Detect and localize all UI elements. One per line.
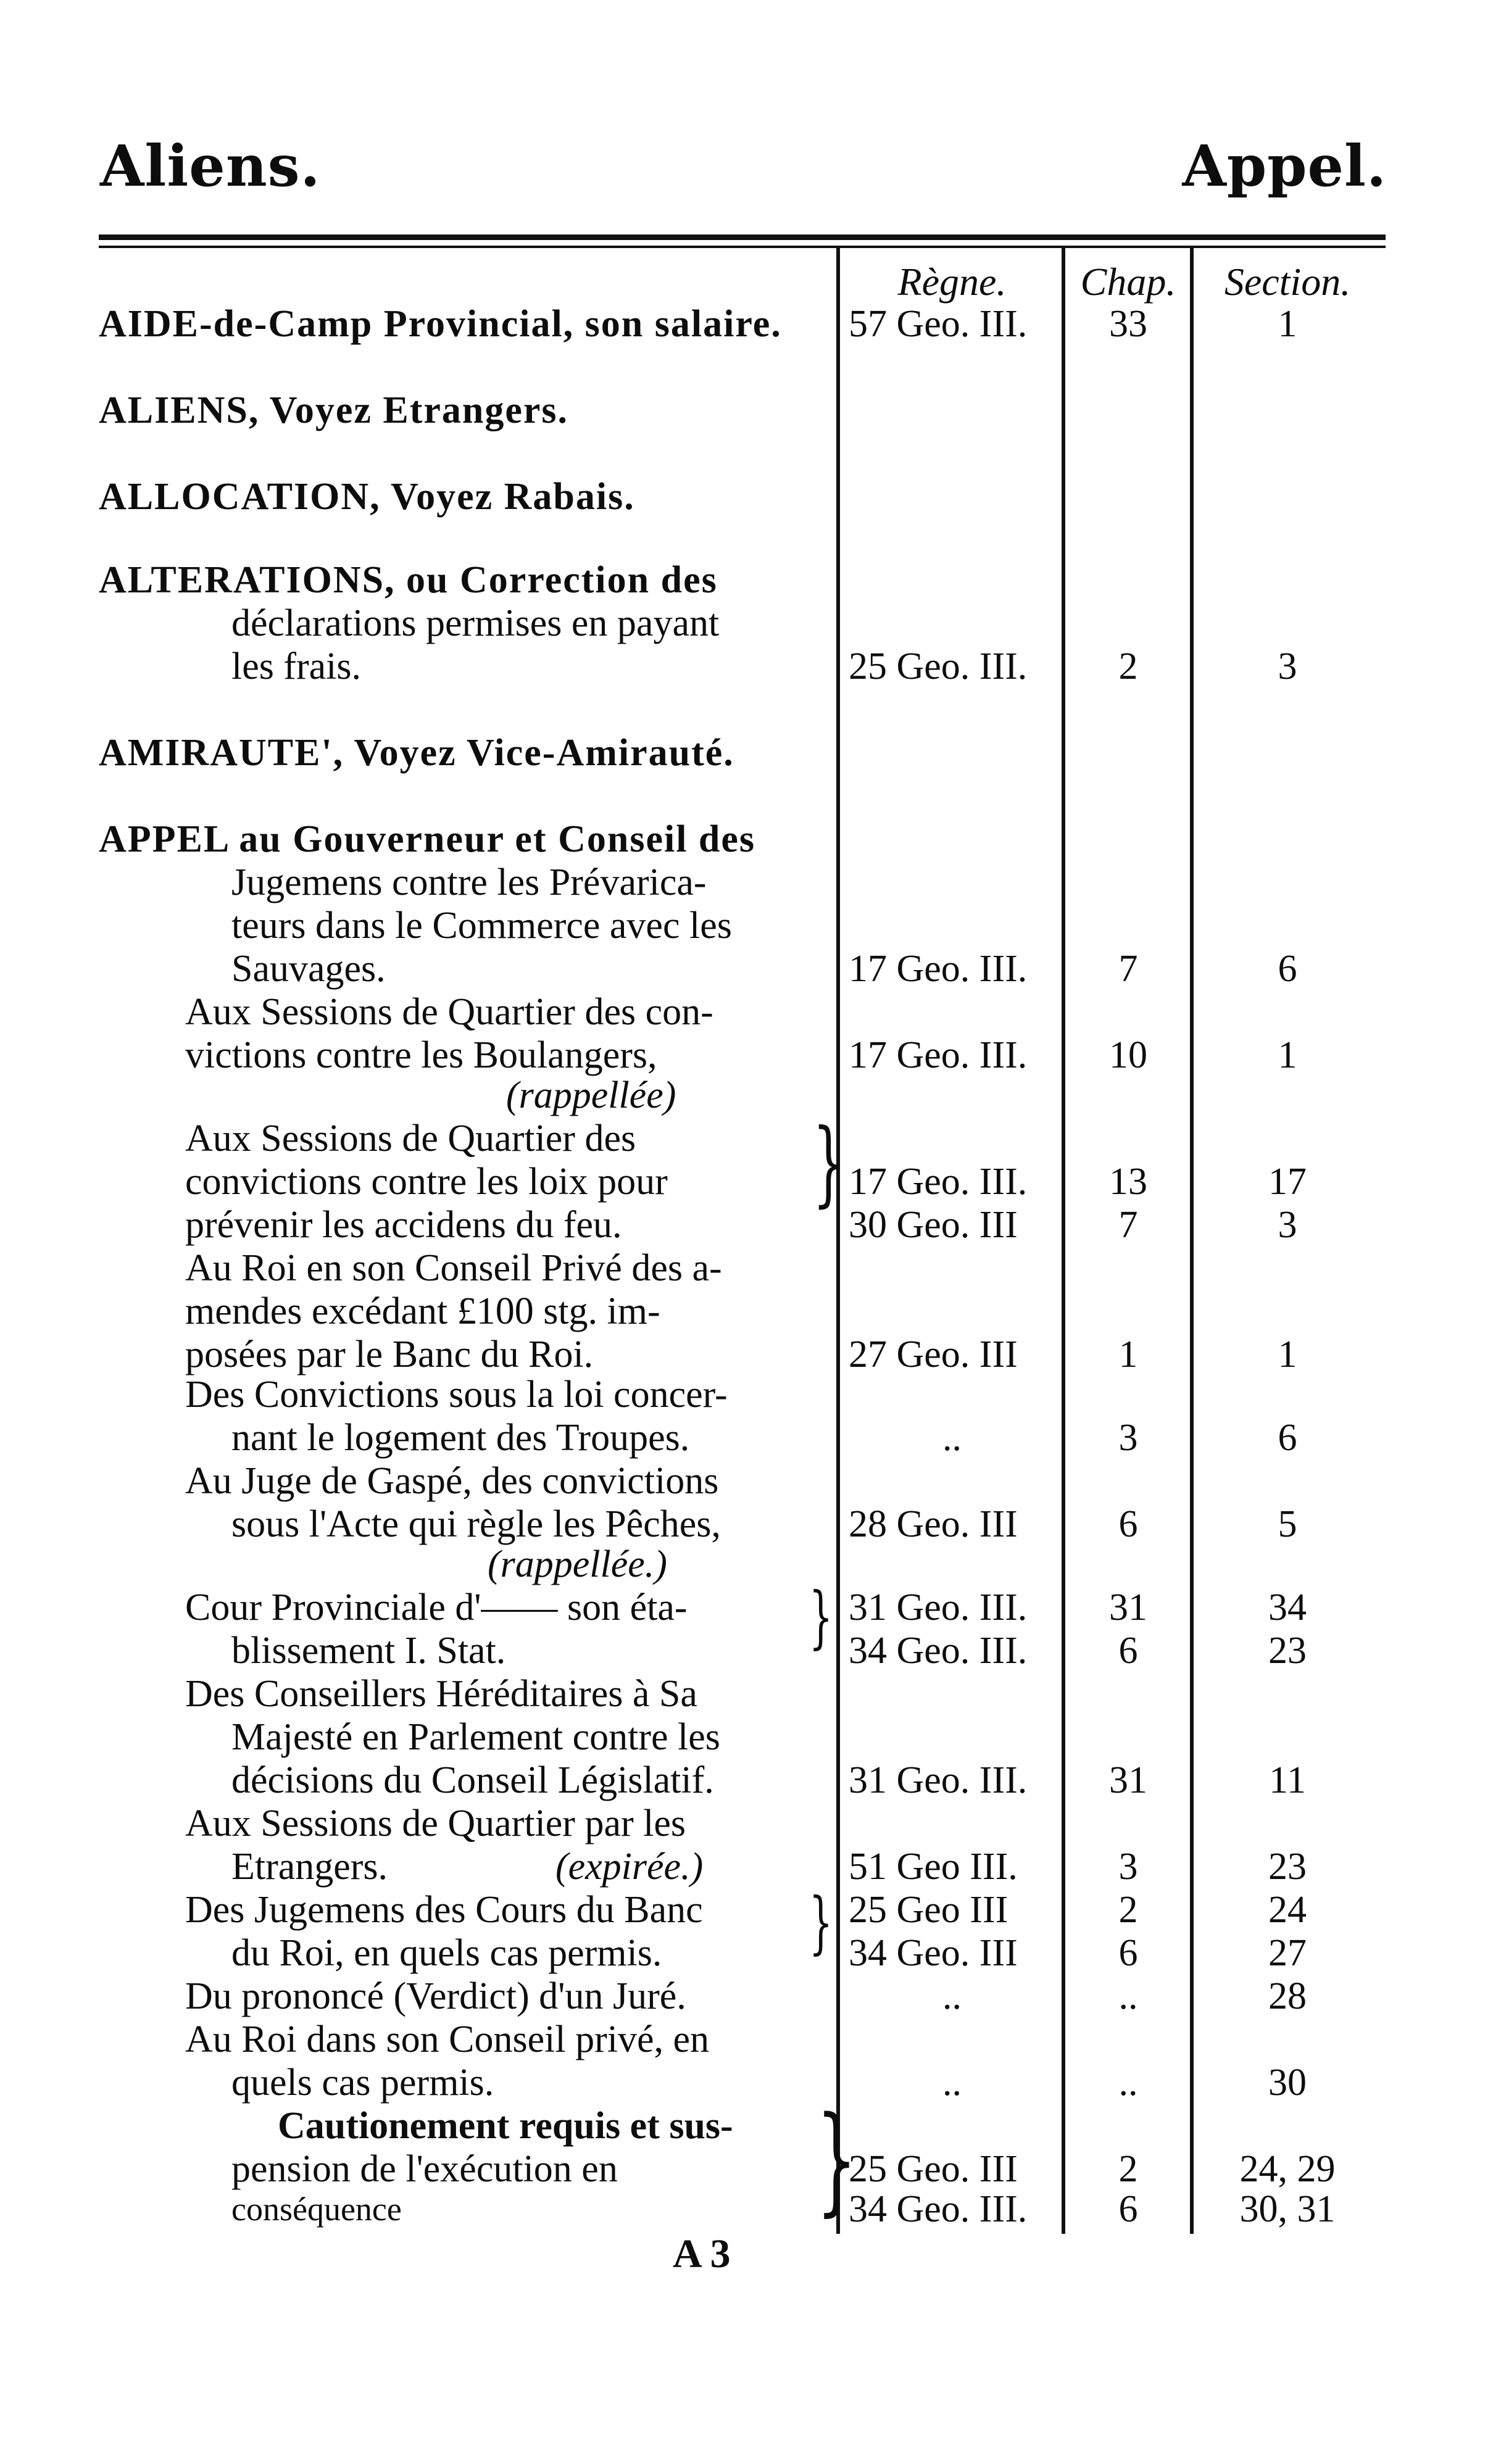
entry-text: Etrangers. xyxy=(231,1846,388,1888)
entry-text: Cautionement requis et sus- xyxy=(278,2105,733,2147)
index-line xyxy=(0,861,1501,904)
section-cell: 27 xyxy=(1268,1932,1307,1974)
chap-cell: 10 xyxy=(1109,1034,1147,1076)
regne-cell: 25 Geo III xyxy=(849,1889,1008,1931)
entry-text: blissement I. Stat. xyxy=(231,1630,506,1672)
entry-note: (expirée.) xyxy=(555,1846,704,1888)
regne-cell: 34 Geo. III. xyxy=(849,2188,1028,2230)
chap-cell: .. xyxy=(1118,1975,1138,2017)
chap-cell: 3 xyxy=(1118,1846,1138,1888)
chap-cell: 31 xyxy=(1109,1587,1147,1628)
section-cell: 3 xyxy=(1278,1204,1297,1246)
index-line xyxy=(0,1203,1501,1247)
chap-cell: .. xyxy=(1118,2062,1138,2104)
section-cell: 24 xyxy=(1268,1889,1307,1931)
chap-cell: 2 xyxy=(1118,645,1138,687)
entry-text: pension de l'exécution en xyxy=(231,2148,618,2190)
column-header-chap: Chap. xyxy=(1080,260,1176,304)
index-line xyxy=(0,1715,1501,1759)
entry-text: mendes excédant £100 stg. im- xyxy=(185,1290,660,1332)
index-line xyxy=(0,1759,1501,1802)
entry-text: convictions contre les loix pour xyxy=(185,1161,668,1203)
entry-text: posées par le Banc du Roi. xyxy=(185,1334,594,1375)
index-line xyxy=(0,1672,1501,1715)
chap-cell: 7 xyxy=(1118,948,1138,990)
index-line xyxy=(0,1290,1501,1333)
entry-text: Au Roi dans son Conseil privé, en xyxy=(185,2018,709,2060)
running-head-left: Aliens. xyxy=(100,133,321,199)
entry-text: APPEL au Gouverneur et Conseil des xyxy=(99,818,756,860)
index-line xyxy=(0,1416,1501,1459)
regne-cell: 17 Geo. III. xyxy=(849,1161,1028,1203)
index-line xyxy=(0,1975,1501,2018)
index-line xyxy=(0,1586,1501,1629)
entry-text: déclarations permises en payant xyxy=(231,602,720,644)
index-line xyxy=(0,2147,1501,2191)
regne-cell: 17 Geo. III. xyxy=(849,948,1028,990)
index-line xyxy=(0,1074,1501,1117)
entry-text: victions contre les Boulangers, xyxy=(185,1034,657,1076)
section-cell: 28 xyxy=(1268,1975,1307,2017)
regne-cell: 25 Geo. III xyxy=(849,2148,1018,2190)
regne-cell: 31 Geo. III. xyxy=(849,1759,1028,1801)
column-header-regne: Règne. xyxy=(897,260,1007,304)
index-line xyxy=(0,1160,1501,1203)
index-line xyxy=(0,1117,1501,1160)
entry-text: ALIENS, Voyez Etrangers. xyxy=(99,389,569,431)
regne-cell: .. xyxy=(942,1417,962,1459)
index-line xyxy=(0,1459,1501,1503)
brace-ornament: } xyxy=(812,1110,845,1217)
section-cell: 5 xyxy=(1278,1503,1297,1545)
section-cell: 6 xyxy=(1278,948,1297,990)
index-line xyxy=(0,645,1501,688)
header-rule xyxy=(99,234,1386,240)
chap-cell: 2 xyxy=(1118,2148,1138,2190)
chap-cell: 31 xyxy=(1109,1759,1147,1801)
index-line xyxy=(0,990,1501,1034)
entry-text: nant le logement des Troupes. xyxy=(231,1417,690,1459)
entry-note: (rappellée.) xyxy=(488,1543,667,1585)
regne-cell: 25 Geo. III. xyxy=(849,645,1028,687)
section-cell: 24, 29 xyxy=(1239,2148,1336,2190)
index-line xyxy=(0,1802,1501,1845)
index-line xyxy=(0,818,1501,861)
entry-text: Au Juge de Gaspé, des convictions xyxy=(185,1460,719,1502)
regne-cell: 28 Geo. III xyxy=(849,1503,1018,1545)
index-line xyxy=(0,1333,1501,1376)
entry-text: Sauvages. xyxy=(231,948,386,990)
index-line xyxy=(0,1931,1501,1975)
index-line xyxy=(0,1845,1501,1888)
chap-cell: 6 xyxy=(1118,1503,1138,1545)
running-head-right: Appel. xyxy=(1182,133,1387,199)
entry-text: décisions du Conseil Législatif. xyxy=(231,1759,714,1801)
index-line xyxy=(0,947,1501,990)
index-line xyxy=(0,1503,1501,1546)
entry-text: Au Roi en son Conseil Privé des a- xyxy=(185,1247,722,1289)
regne-cell: .. xyxy=(942,1975,962,2017)
chap-cell: 2 xyxy=(1118,1889,1138,1931)
chap-cell: 33 xyxy=(1109,303,1147,345)
entry-text: du Roi, en quels cas permis. xyxy=(231,1932,662,1974)
index-line xyxy=(0,1888,1501,1931)
section-cell: 1 xyxy=(1278,1034,1297,1076)
signature-mark: A 3 xyxy=(673,2231,731,2276)
brace-ornament: } xyxy=(809,1883,833,1962)
chap-cell: 6 xyxy=(1118,1630,1138,1672)
regne-cell: 34 Geo. III xyxy=(849,1932,1018,1974)
entry-text: Aux Sessions de Quartier par les xyxy=(185,1802,686,1844)
entry-note: (rappellée) xyxy=(506,1074,676,1116)
index-line xyxy=(0,475,1501,518)
entry-text: Du prononcé (Verdict) d'un Juré. xyxy=(185,1975,686,2017)
index-line xyxy=(0,904,1501,947)
index-line xyxy=(0,1629,1501,1672)
chap-cell: 1 xyxy=(1118,1334,1138,1375)
entry-text: AIDE-de-Camp Provincial, son salaire. xyxy=(99,303,782,345)
section-cell: 11 xyxy=(1269,1759,1306,1801)
index-line xyxy=(0,2104,1501,2147)
entry-text: Des Convictions sous la loi concer- xyxy=(185,1374,728,1416)
index-line xyxy=(0,602,1501,645)
column-header-section: Section. xyxy=(1224,260,1351,304)
entry-text: prévenir les accidens du feu. xyxy=(185,1204,622,1246)
entry-text: Jugemens contre les Prévarica- xyxy=(231,861,707,903)
entry-text: les frais. xyxy=(231,645,362,687)
section-cell: 17 xyxy=(1268,1161,1307,1203)
regne-cell: 34 Geo. III. xyxy=(849,1630,1028,1672)
entry-text: Aux Sessions de Quartier des xyxy=(185,1118,636,1159)
chap-cell: 3 xyxy=(1118,1417,1138,1459)
entry-text: conséquence xyxy=(231,2191,402,2228)
index-line xyxy=(0,1543,1501,1586)
regne-cell: 31 Geo. III. xyxy=(849,1587,1028,1628)
index-line xyxy=(0,302,1501,346)
section-cell: 3 xyxy=(1278,645,1297,687)
index-line xyxy=(0,731,1501,774)
index-line xyxy=(0,2018,1501,2061)
index-line xyxy=(0,2188,1501,2231)
section-cell: 34 xyxy=(1268,1587,1307,1628)
index-line xyxy=(0,1034,1501,1077)
entry-text: Des Jugemens des Cours du Banc xyxy=(185,1889,703,1931)
entry-text: quels cas permis. xyxy=(231,2062,494,2104)
index-line xyxy=(0,389,1501,432)
section-cell: 30, 31 xyxy=(1239,2188,1336,2230)
entry-text: Des Conseillers Héréditaires à Sa xyxy=(185,1673,697,1715)
section-cell: 23 xyxy=(1268,1630,1307,1672)
entry-text: ALTERATIONS, ou Correction des xyxy=(99,559,718,601)
entry-text: Aux Sessions de Quartier des con- xyxy=(185,991,713,1033)
chap-cell: 6 xyxy=(1118,2188,1138,2230)
index-line xyxy=(0,2061,1501,2104)
regne-cell: 27 Geo. III xyxy=(849,1334,1018,1375)
index-line xyxy=(0,1373,1501,1416)
section-cell: 23 xyxy=(1268,1846,1307,1888)
entry-text: AMIRAUTE', Voyez Vice-Amirauté. xyxy=(99,732,734,774)
chap-cell: 13 xyxy=(1109,1161,1147,1203)
section-cell: 1 xyxy=(1278,1334,1297,1375)
regne-cell: 17 Geo. III. xyxy=(849,1034,1028,1076)
brace-ornament: } xyxy=(809,1577,833,1656)
chap-cell: 7 xyxy=(1118,1204,1138,1246)
brace-ornament: } xyxy=(816,2091,857,2228)
index-line xyxy=(0,1247,1501,1290)
chap-cell: 6 xyxy=(1118,1932,1138,1974)
entry-text: sous l'Acte qui règle les Pêches, xyxy=(231,1503,721,1545)
entry-text: Majesté en Parlement contre les xyxy=(231,1716,720,1758)
section-cell: 1 xyxy=(1278,303,1297,345)
regne-cell: .. xyxy=(942,2062,962,2104)
entry-text: Cour Provinciale d'—— son éta- xyxy=(185,1587,688,1628)
regne-cell: 57 Geo. III. xyxy=(849,303,1028,345)
index-line xyxy=(0,558,1501,602)
regne-cell: 30 Geo. III xyxy=(849,1204,1018,1246)
regne-cell: 51 Geo III. xyxy=(849,1846,1018,1888)
entry-text: ALLOCATION, Voyez Rabais. xyxy=(99,476,635,518)
section-cell: 6 xyxy=(1278,1417,1297,1459)
section-cell: 30 xyxy=(1268,2062,1307,2104)
entry-text: teurs dans le Commerce avec les xyxy=(231,905,732,947)
